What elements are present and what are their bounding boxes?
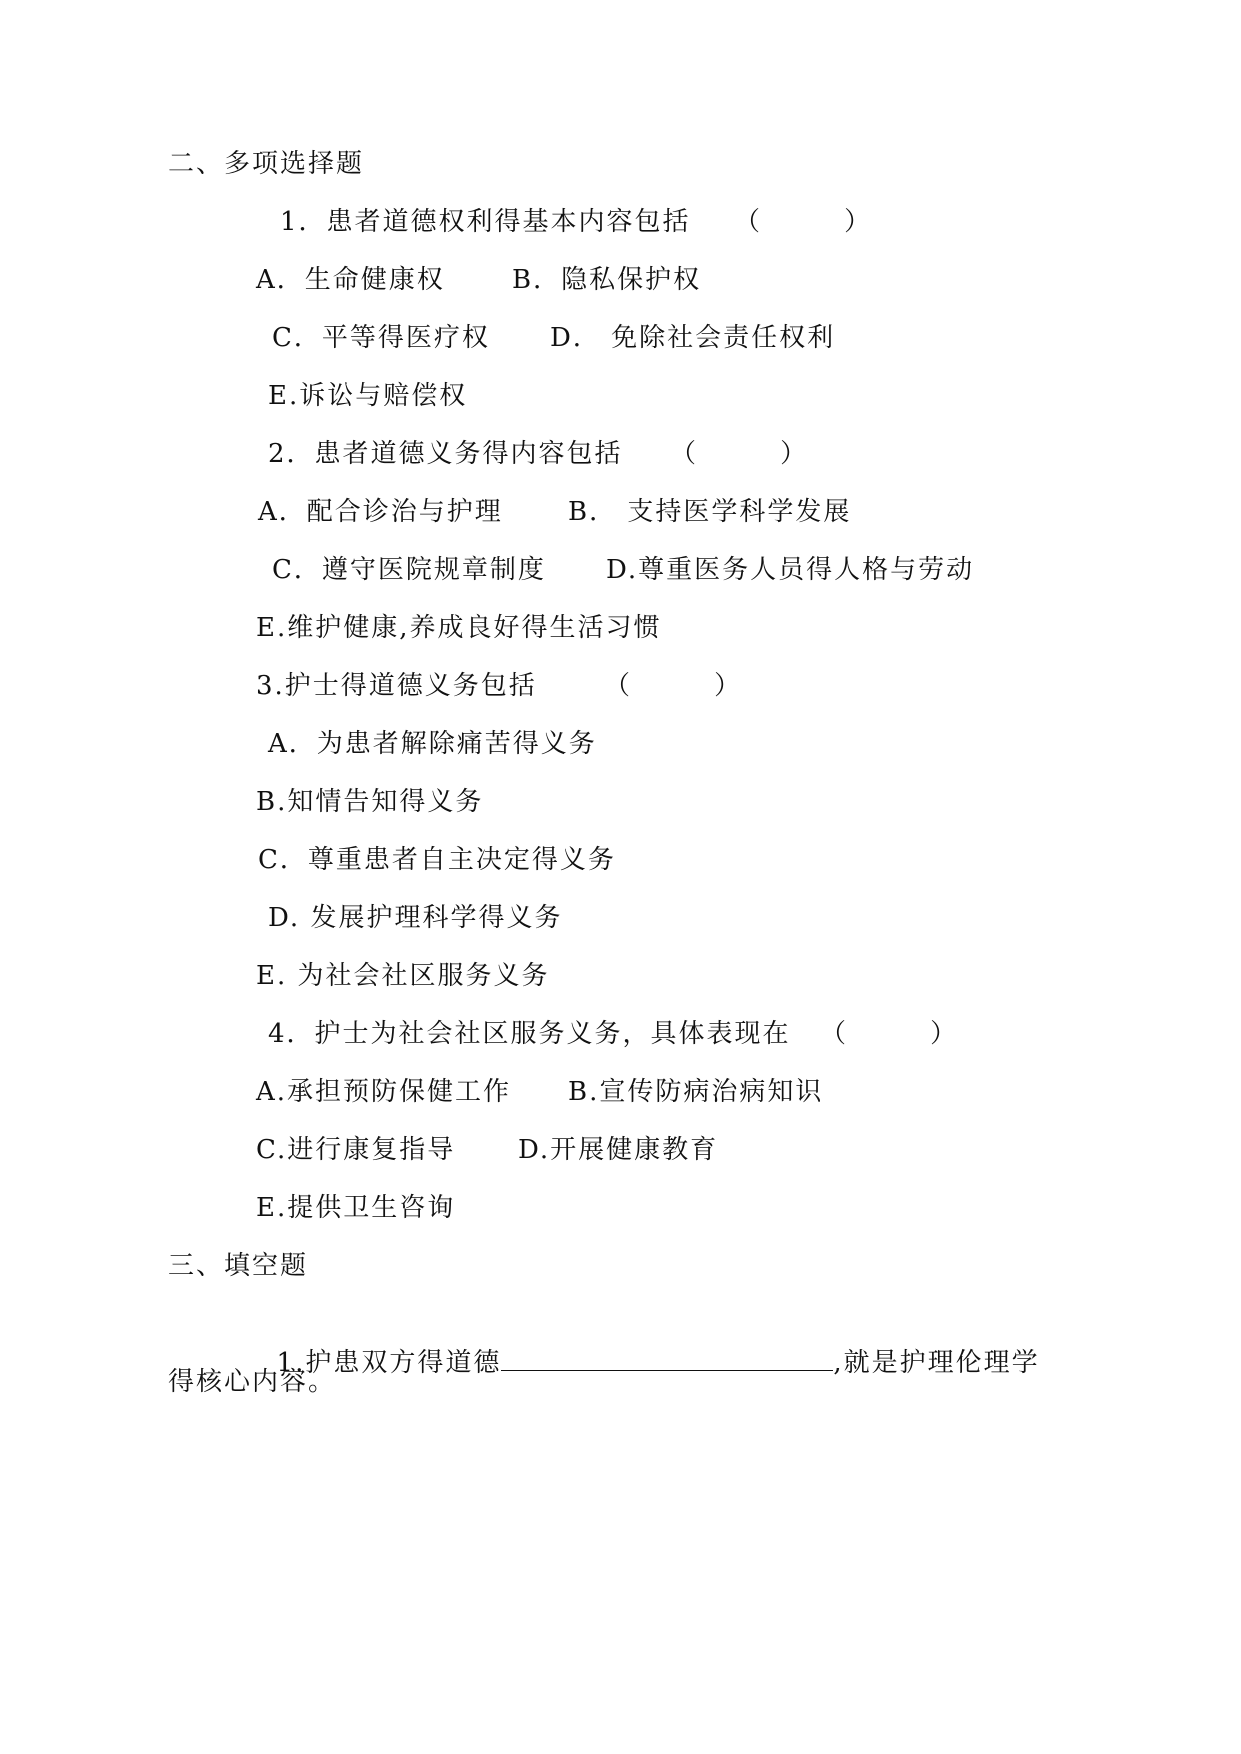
section2-title: 二、多项选择题 (168, 149, 365, 179)
q3-stem: 3.护士得道德义务包括 (256, 671, 537, 701)
q4-option-a: A.承担预防保健工作 (256, 1077, 512, 1107)
q2-option-d: D.尊重医务人员得人格与劳动 (606, 555, 975, 585)
q1-option-a: A．生命健康权 (256, 265, 445, 295)
q2-option-e: E.维护健康,养成良好得生活习惯 (256, 613, 662, 643)
q1-stem: 1．患者道德权利得基本内容包括 (280, 207, 691, 237)
q2-option-c: C．遵守医院规章制度 (272, 555, 546, 585)
q3-option-d: D. 发展护理科学得义务 (268, 903, 563, 933)
q2-answer-paren: （ ） (670, 439, 809, 469)
q4-option-d: D.开展健康教育 (518, 1135, 719, 1165)
q3-option-a: A．为患者解除痛苦得义务 (268, 729, 597, 759)
q4-option-e: E.提供卫生咨询 (256, 1193, 456, 1223)
q1-option-d: D． 免除社会责任权利 (550, 323, 836, 353)
q4-option-b: B.宣传防病治病知识 (568, 1077, 824, 1107)
q3-option-b: B.知情告知得义务 (256, 787, 484, 817)
q2-stem: 2．患者道德义务得内容包括 (268, 439, 623, 469)
fill-q1-continuation: 得核心内容。 (168, 1367, 337, 1397)
q2-option-b: B． 支持医学科学发展 (568, 497, 852, 527)
q1-option-c: C．平等得医疗权 (272, 323, 490, 353)
fill-q1-before: 1.护患双方得道德 (276, 1348, 502, 1378)
q1-answer-paren: （ ） (734, 207, 873, 237)
q1-option-b: B．隐私保护权 (512, 265, 702, 295)
q2-option-a: A．配合诊治与护理 (258, 497, 503, 527)
q3-option-c: C．尊重患者自主决定得义务 (258, 845, 616, 875)
section3-title: 三、填空题 (168, 1251, 309, 1281)
q4-answer-paren: （ ） (820, 1019, 959, 1049)
q4-option-c: C.进行康复指导 (256, 1135, 456, 1165)
fill-q1-after: ,就是护理伦理学 (833, 1348, 1040, 1378)
q3-answer-paren: （ ） (604, 671, 743, 701)
q3-option-e: E. 为社会社区服务义务 (256, 961, 550, 991)
q1-option-e: E.诉讼与赔偿权 (268, 381, 468, 411)
q4-stem: 4．护士为社会社区服务义务，具体表现在 (268, 1019, 791, 1049)
fill-q1-line (256, 1306, 1040, 1381)
fill-q1-blank[interactable] (501, 1342, 833, 1371)
